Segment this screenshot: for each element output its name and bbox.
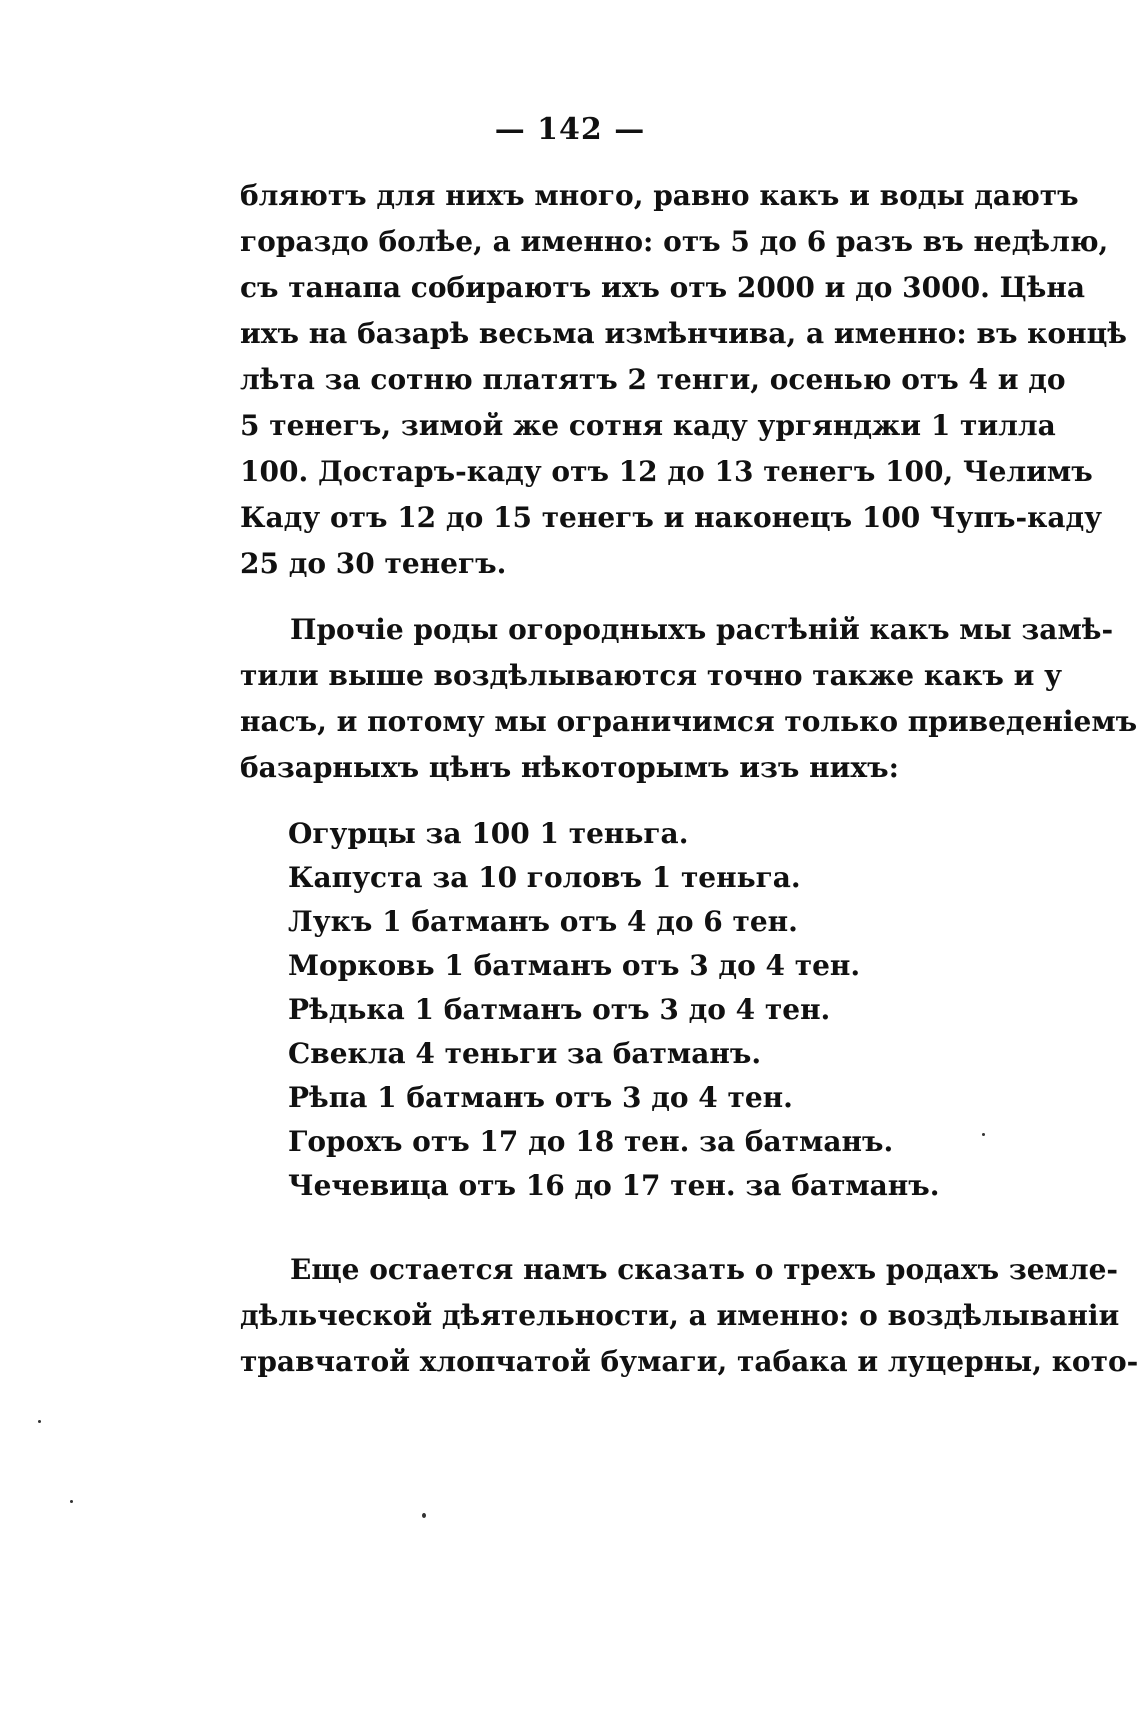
text-line: съ танапа собираютъ ихъ отъ 2000 и до 3000. Цѣна <box>240 271 1085 304</box>
list-item: Чечевица отъ 16 до 17 тен. за батманъ. <box>288 1169 940 1202</box>
text-line: 5 тенегъ, зимой же сотня каду ургянджи 1 тилла <box>240 409 1056 442</box>
text-line: 100. Достаръ-каду отъ 12 до 13 тенегъ 100, Челимъ <box>240 455 1093 488</box>
text-line: Каду отъ 12 до 15 тенегъ и наконецъ 100 Чупъ-каду <box>240 501 1103 534</box>
list-item: Лукъ 1 батманъ отъ 4 до 6 тен. <box>288 905 798 938</box>
scan-speck <box>982 1133 985 1136</box>
list-item: Рѣпа 1 батманъ отъ 3 до 4 тен. <box>288 1081 793 1114</box>
list-item: Свекла 4 теньги за батманъ. <box>288 1037 762 1070</box>
list-item: Морковь 1 батманъ отъ 3 до 4 тен. <box>288 949 861 982</box>
scan-speck <box>70 1500 73 1503</box>
list-item: Капуста за 10 головъ 1 теньга. <box>288 861 801 894</box>
text-line: дѣльческой дѣятельности, а именно: о воздѣлываніи <box>240 1299 1120 1332</box>
list-item: Рѣдька 1 батманъ отъ 3 до 4 тен. <box>288 993 831 1026</box>
text-line: гораздо болѣе, а именно: отъ 5 до 6 разъ въ недѣлю, <box>240 225 1109 258</box>
list-item: Огурцы за 100 1 теньга. <box>288 817 689 850</box>
text-line: тили выше воздѣлываются точно также какъ и у <box>240 659 1063 692</box>
scan-speck <box>38 1420 41 1423</box>
text-line: ихъ на базарѣ весьма измѣнчива, а именно: въ концѣ <box>240 317 1127 350</box>
text-line: Прочіе роды огородныхъ растѣній какъ мы замѣ- <box>290 613 1114 646</box>
text-line: Еще остается намъ сказать о трехъ родахъ земле- <box>290 1253 1119 1286</box>
list-item: Горохъ отъ 17 до 18 тен. за батманъ. <box>288 1125 894 1158</box>
text-line: 25 до 30 тенегъ. <box>240 547 507 580</box>
text-line: базарныхъ цѣнъ нѣкоторымъ изъ нихъ: <box>240 751 899 784</box>
text-line: бляютъ для нихъ много, равно какъ и воды даютъ <box>240 179 1079 212</box>
text-line: насъ, и потому мы ограничимся только приведеніемъ <box>240 705 1138 738</box>
page-number: — 142 — <box>494 112 646 147</box>
text-line: лѣта за сотню платятъ 2 тенги, осенью отъ 4 и до <box>240 363 1066 396</box>
text-line: травчатой хлопчатой бумаги, табака и луцерны, кото- <box>240 1345 1139 1378</box>
scan-speck <box>422 1513 426 1518</box>
